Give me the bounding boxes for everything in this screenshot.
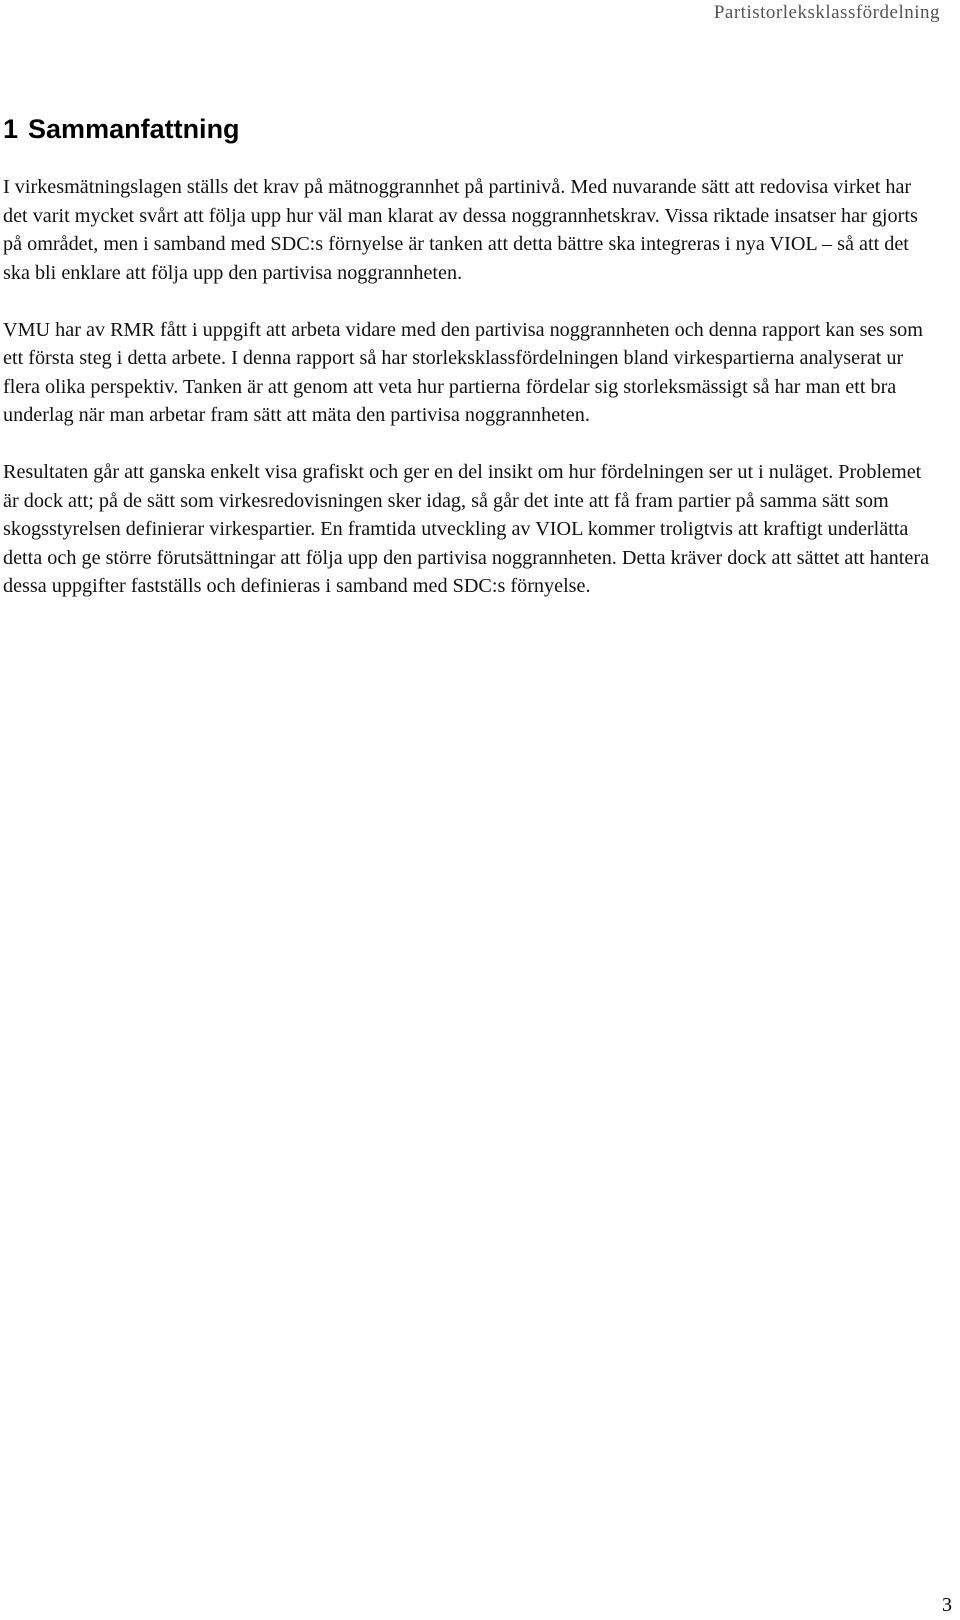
page-number: 3 bbox=[942, 1594, 952, 1616]
section-title: Sammanfattning bbox=[28, 114, 240, 144]
section-number: 1 bbox=[3, 114, 19, 144]
paragraph-3: Resultaten går att ganska enkelt visa grafiskt och ger en del insikt om hur fördelningen ser ut i nuläget. Problemet är dock att; på de sätt som virkesredovisningen sker idag, så går det inte att få fram partier på samma sätt som skogsstyrelsen definierar virkespartier. En framtida utveckling av VIOL kommer troligtvis att kraftigt underlätta detta och ge större förutsättningar att följa upp den partivisa noggrannheten. Detta kräver dock att sättet att hantera dessa uppgifter fastställs och definieras i samband med SDC:s förnyelse. bbox=[3, 461, 930, 597]
body-text bbox=[3, 173, 933, 629]
paragraph-2: VMU har av RMR fått i uppgift att arbeta vidare med den partivisa noggrannheten och denna rapport kan ses som ett första steg i detta arbete. I denna rapport så har storleksklassfördelningen bland virkespartierna analyserat ur flera olika perspektiv. Tanken är att genom att veta hur partierna fördelar sig storleksmässigt så har man ett bra underlag när man arbetar fram sätt att mäta den partivisa noggrannheten. bbox=[3, 318, 923, 426]
paragraph-1: I virkesmätningslagen ställs det krav på mätnoggrannhet på partinivå. Med nuvarande sätt att redovisa virket har det varit mycket svårt att följa upp hur väl man klarat av dessa noggrannhetskrav. Vissa riktade insatser har gjorts på området, men i samband med SDC:s förnyelse är tanken att detta bättre ska integreras i nya VIOL – så att det ska bli enklare att följa upp den partivisa noggrannheten. bbox=[3, 176, 918, 284]
section-heading bbox=[3, 112, 240, 146]
running-header: Partistorleksklassfördelning bbox=[713, 2, 940, 23]
